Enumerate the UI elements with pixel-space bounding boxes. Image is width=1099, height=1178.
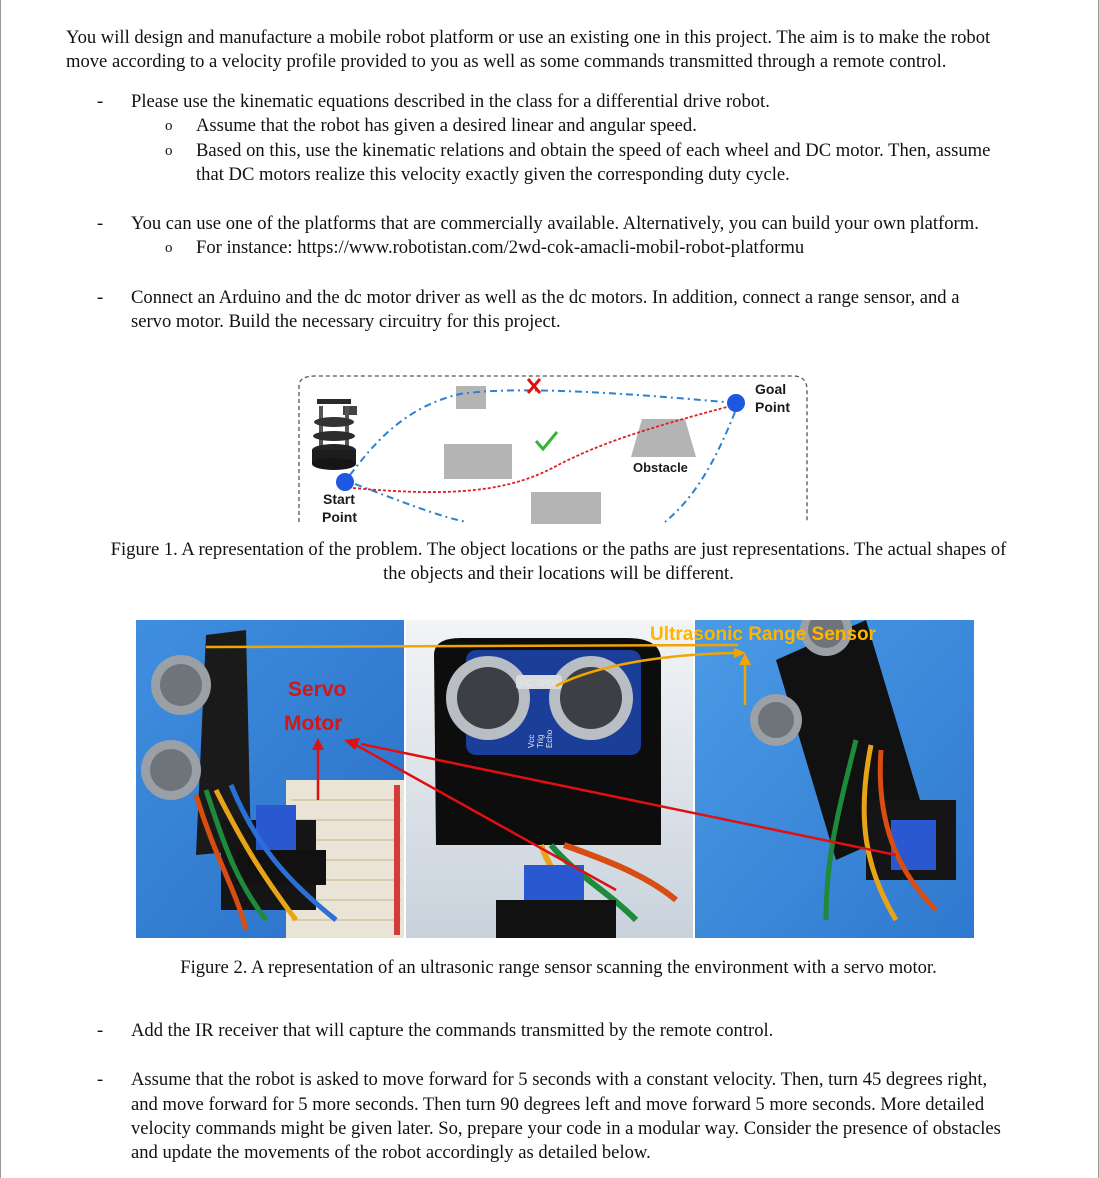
figure2-caption: Figure 2. A representation of an ultrasonic range sensor scanning the environment with a servo motor. xyxy=(180,957,937,978)
pin-label-trig: Trig xyxy=(536,734,545,748)
goal-label-line-2: Point xyxy=(755,399,790,415)
blue-path-lower xyxy=(355,484,467,522)
bullet-motion-line-3: velocity commands might be given later. So, prepare your code in a modular way. Consider the presence of obstacles xyxy=(131,1118,1001,1139)
figure1-caption-line-1: Figure 1. A representation of the problem. The object locations or the paths are just representations. The actual shapes of xyxy=(110,539,1007,560)
bullet-arduino-line-1: Connect an Arduino and the dc motor driver as well as the dc motors. In addition, connect a range sensor, and a xyxy=(131,287,960,308)
ultrasonic-sensor-label: Ultrasonic Range Sensor xyxy=(650,624,876,645)
bullet-motion-line-4: and update the movements of the robot accordingly as detailed below. xyxy=(131,1142,651,1163)
bullet-text-kinematics: Please use the kinematic equations described in the class for a differential drive robot. xyxy=(131,91,770,112)
start-label-line-2: Point xyxy=(322,509,357,524)
check-icon xyxy=(536,432,557,449)
obstacle-shape xyxy=(531,492,601,524)
sub-bullet-wheel-speed-line-1: Based on this, use the kinematic relations and obtain the speed of each wheel and DC motor. Then, assume xyxy=(196,140,991,161)
servo-label-line-2: Motor xyxy=(284,712,343,735)
servo-label-line-1: Servo xyxy=(288,678,347,701)
sub-bullet-speed: Assume that the robot has given a desired linear and angular speed. xyxy=(196,115,697,136)
pin-label-echo: Echo xyxy=(545,729,554,748)
photo-middle xyxy=(406,620,693,938)
bullet-arduino-line-2: servo motor. Build the necessary circuitry for this project. xyxy=(131,311,561,332)
bullet-motion-line-2: and move forward for 5 more seconds. Then turn 90 degrees left and move forward 5 more seconds. More detailed xyxy=(131,1094,985,1115)
goal-label-line-1: Goal xyxy=(755,381,787,397)
obstacle-label: Obstacle xyxy=(633,460,688,475)
sensor-module-text: HC-SR04 xyxy=(520,678,559,688)
bullet-text-platforms: You can use one of the platforms that are commercially available. Alternatively, you can build your own platform. xyxy=(131,213,979,234)
intro-line-1: You will design and manufacture a mobile robot platform or use an existing one in this project. The aim is to make the robot xyxy=(66,27,991,48)
figure1-diagram xyxy=(295,372,815,524)
bullet-marker: - xyxy=(97,91,104,112)
bullet-motion-line-1: Assume that the robot is asked to move forward for 5 seconds with a constant velocity. Then, turn 45 degrees right, xyxy=(131,1069,988,1090)
bullet-marker: - xyxy=(97,287,104,308)
start-label-line-1: Start xyxy=(323,491,355,507)
sub-bullet-marker: o xyxy=(165,118,173,134)
goal-point-marker xyxy=(727,394,745,412)
obstacle-shape xyxy=(444,444,512,479)
bullet-ir-receiver: Add the IR receiver that will capture the commands transmitted by the remote control. xyxy=(131,1020,774,1041)
pin-label-vcc: Vcc xyxy=(527,734,536,748)
intro-line-2: move according to a velocity profile provided to you as well as some commands transmitted through a remote control. xyxy=(66,51,947,72)
sub-bullet-marker: o xyxy=(165,143,173,159)
figure2-photos xyxy=(136,620,974,938)
bullet-marker: - xyxy=(97,1020,104,1041)
sub-bullet-wheel-speed-line-2: that DC motors realize this velocity exactly given the corresponding duty cycle. xyxy=(196,164,790,185)
bullet-marker: - xyxy=(97,213,104,234)
sub-bullet-platform-link: For instance: https://www.robotistan.com/2wd-cok-amacli-mobil-robot-platformu xyxy=(196,237,805,258)
obstacle-shape xyxy=(456,386,486,409)
blocked-x-icon xyxy=(528,379,540,393)
robot-illustration xyxy=(312,399,357,470)
photo-left xyxy=(136,620,404,938)
start-point-marker xyxy=(336,473,354,491)
sub-bullet-marker: o xyxy=(165,240,173,256)
bullet-marker: - xyxy=(97,1069,104,1090)
figure1-caption-line-2: the objects and their locations will be different. xyxy=(383,563,734,584)
photo-right xyxy=(695,620,974,938)
